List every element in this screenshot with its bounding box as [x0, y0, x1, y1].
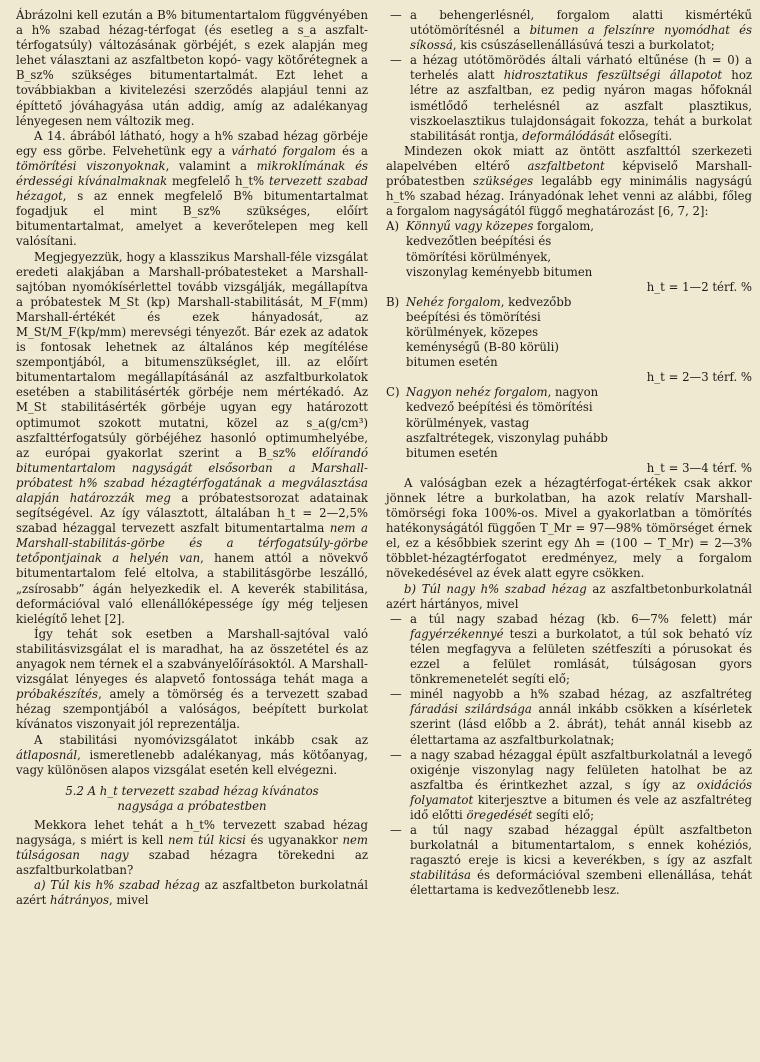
dash-bullet: —	[390, 687, 402, 702]
traffic-category-a	[386, 219, 752, 294]
paragraph: Megjegyezzük, hogy a klasszikus Marshall-féle vizsgálat eredeti alakjában a Marshall-próbatesteket a Marshall-sajtóban nyomókísérlettel tovább vizsgálják, megállapítva a próbatestek M_St (kp) Marshall-stabilitását, M_F(mm) Marshall-értékét és ezek hányadosát, az M_St/M_F(kp/mm) merevségi tényezőt. Bár ezek az adatok is fontosak lehetnek az általános kép megítélése szempontjából, a bitumenszükséglet, ill. az előírt bitumentartalom megállapításánál az aszfaltburkolatok esetében a stabilitásérték görbéje nem mértékadó. Az M_St stabilitásérték görbéje ugyan egy határozott optimumot szokott mutatni, közel az s_a(g/cm³) aszfalttérfogatsúly görbéjéhez hasonló optimumhelyébe, az európai gyakorlat szerint a B_sz% előírandó bitumentartalom nagyságát elsősorban a Marshall-próbatest h% szabad hézagtérfogatának a megválasztása alapján határozzák meg a próbatestsorozat adatainak segítségével. Az így választott, általában h_t = 2—2,5% szabad hézaggal tervezett aszfalt bitumentartalma nem a Marshall-stabilitás-görbe és a térfogatsúly-görbe tetőpontjainak a helyén van, hanem attól a növekvő bitumentartalom felé eltolva, a stabilitásgörbe leszálló, „zsírosabb” ágán helyezkedik el. A keverék stabilitása, deformációval való ellenállóképessége így még teljesen kielégítő lehet [2].	[16, 249, 368, 626]
section-heading-line: 5.2 A h_t tervezett szabad hézag kívánatos	[65, 783, 319, 798]
list-item-text: a hézag utótömörödés általi várható eltűnése (h = 0) a terhelés alatt hidrosztatikus feszültségi állapotot hoz létre az aszfaltban, ez pedig nyáron magas hőfoknál ismétlődő terhelésnél az aszfalt plasztikus, viszkoelasztikus tulajdonságait fokozza, tehát a burkolat stabilitását rontja, deformálódását elősegíti.	[410, 53, 753, 143]
list-item	[386, 687, 752, 747]
list-item	[386, 612, 752, 687]
dash-bullet: —	[390, 747, 402, 762]
paragraph: Mekkora lehet tehát a h_t% tervezett szabad hézag nagysága, s miért is kell nem túl kicsi és ugyanakkor nem túlságosan nagy szabad hézagra törekedni az aszfaltburkolatban?	[16, 817, 369, 878]
right-column	[386, 8, 752, 899]
category-value: h_t = 2—3 térf. %	[646, 370, 752, 385]
category-value: h_t = 1—2 térf. %	[646, 279, 752, 294]
list-item	[386, 53, 752, 144]
dash-bullet: —	[390, 53, 402, 68]
list-item	[386, 748, 752, 823]
paragraph: A stabilitási nyomóvizsgálatot inkább csak az átlaposnál, ismeretlenebb adalékanyag, más kötőanyag, vagy különösen alapos vizsgálat esetén kell elvégezni.	[16, 732, 368, 777]
category-description: Könnyű vagy közepes forgalom, kedvezőtlen beépítési és tömörítési körülmények, viszonylag keményebb bitumen	[406, 219, 594, 279]
left-column	[16, 8, 368, 909]
category-value: h_t = 3—4 térf. %	[646, 460, 752, 475]
section-heading-line: nagysága a próbatestben	[117, 798, 267, 813]
list-item	[386, 823, 752, 898]
list-item-text: a behengerlésnél, forgalom alatti kismértékű utótömörítésnél a bitumen a felszínre nyomódhat és síkossá, kis csúszásellenállásúvá teszi a burkolatot;	[410, 8, 752, 53]
paragraph: a) Túl kis h% szabad hézag az aszfaltbeton burkolatnál azért hátrányos, mivel	[16, 878, 368, 908]
traffic-category-b	[386, 295, 752, 386]
paragraph: b) Túl nagy h% szabad hézag az aszfaltbetonburkolatnál azért hártányos, mivel	[386, 581, 752, 611]
list-item-text: a túl nagy szabad hézag (kb. 6—7% felett) már fagyérzékennyé teszi a burkolatot, a túl sok beható víz télen megfagyva a felületen szétfeszíti a pórusokat és ezzel a felület romlását, túlságosan gyors tönkremenetelét segíti elő;	[410, 611, 752, 687]
dash-bullet: —	[390, 823, 402, 838]
section-heading	[16, 784, 368, 814]
dash-bullet: —	[390, 8, 402, 22]
paragraph: A valóságban ezek a hézagtérfogat-értékek csak akkor jönnek létre a burkolatban, ha azok relatív Marshall-tömörségi foka 100%-os. Mivel a gyakorlatban a tömörítés hatékonyságától függően T_Mr = 97—98% tömörséget érnek el, ez a későbbiek szerint egy Δh = (100 − T_Mr) = 2—3% többlet-hézagtérfogatot eredményez, mely a forgalom növekedésével az évek alatt egyre csökken.	[386, 475, 752, 581]
dash-bullet: —	[390, 611, 402, 626]
category-description: Nehéz forgalom, kedvezőbb beépítési és tömörítési körülmények, közepes keménységű (B-80 körüli) bitumen esetén	[406, 294, 572, 370]
list-item-text: a nagy szabad hézaggal épült aszfaltburkolatnál a levegő oxigénje viszonylag nagy felületen hatolhat be az aszfaltba és érintkezhet azzal, s így az oxidációs folyamatot kiterjesztve a bitumen és vele az aszfaltréteg idő előtti öregedését segíti elő;	[410, 747, 752, 822]
paragraph: A 14. ábrából látható, hogy a h% szabad hézag görbéje egy ess görbe. Felvehetünk egy a várható forgalom és a tömörítési viszonyoknak, valamint a mikroklímának és érdességi kívánalmaknak megfelelő h_t% tervezett szabad hézagot, s az ennek megfelelő B% bitumentartalmat fogadjuk el mint B_sz% szükséges, előírt bitumentartalmat, amelyet a keverőtelepen meg kell valósítani.	[16, 128, 368, 249]
traffic-category-c	[386, 385, 752, 476]
list-item-text: minél nagyobb a h% szabad hézag, az aszfaltréteg fáradási szilárdsága annál inkább csökken a kísérletek szerint (lásd előbb a 2. ábrát), tehát annál kisebb az élettartama az aszfaltburkolatnak;	[410, 687, 752, 747]
paragraph: Így tehát sok esetben a Marshall-sajtóval való stabilitásvizsgálat el is maradhat, ha az összetétel és az anyagok nem térnek el a szabványelőírásoktól. A Marshall-vizsgálat lényeges és alapvető fontossága tehát maga a próbakészítés, amely a tömörség és a tervezett szabad hézag szempontjából a valóságos, beépített burkolat kívánatos viszonyait jól reprezentálja.	[16, 626, 368, 732]
paragraph: Ábrázolni kell ezután a B% bitumentartalom függvényében a h% szabad hézag-térfogat (és esetleg a s_a aszfalt-térfogatsúly) változásának görbéjét, s ezek alapján meg lehet választani az aszfaltbeton kopó- vagy kötőrétegnek a B_sz% szükséges bitumentartalmát. Ezt lehet a továbbiakban a kivitelezési szerződés alapjául tenni az építtető jóváhagyása után addig, amíg az adalékanyag lényegesen nem változik meg.	[16, 8, 368, 128]
category-key: A)	[386, 219, 400, 234]
list-item-text: a túl nagy szabad hézaggal épült aszfaltbeton burkolatnál a bitumentartalom, s ennek kohéziós, ragasztó ereje is kicsi a keverékben, s így az aszfalt stabilitása és deformációval szembeni ellenállása, tehát élettartama is kedvezőtlenebb lesz.	[410, 823, 752, 898]
category-key: C)	[386, 385, 400, 400]
category-key: B)	[386, 294, 400, 309]
paragraph: Mindezen okok miatt az öntött aszfalttól szerkezeti alapelvében eltérő aszfaltbetont képviselő Marshall-próbatestben szükséges legalább egy minimális nagyságú h_t% szabad hézag. Irányadónak lehet venni az alábbi, főleg a forgalom nagyságától függő meghatározást [6, 7, 2]:	[386, 143, 752, 219]
category-description: Nagyon nehéz forgalom, nagyon kedvező beépítési és tömörítési körülmények, vastag aszfaltrétegek, viszonylag puhább bitumen esetén	[406, 385, 608, 460]
list-item	[386, 8, 752, 53]
